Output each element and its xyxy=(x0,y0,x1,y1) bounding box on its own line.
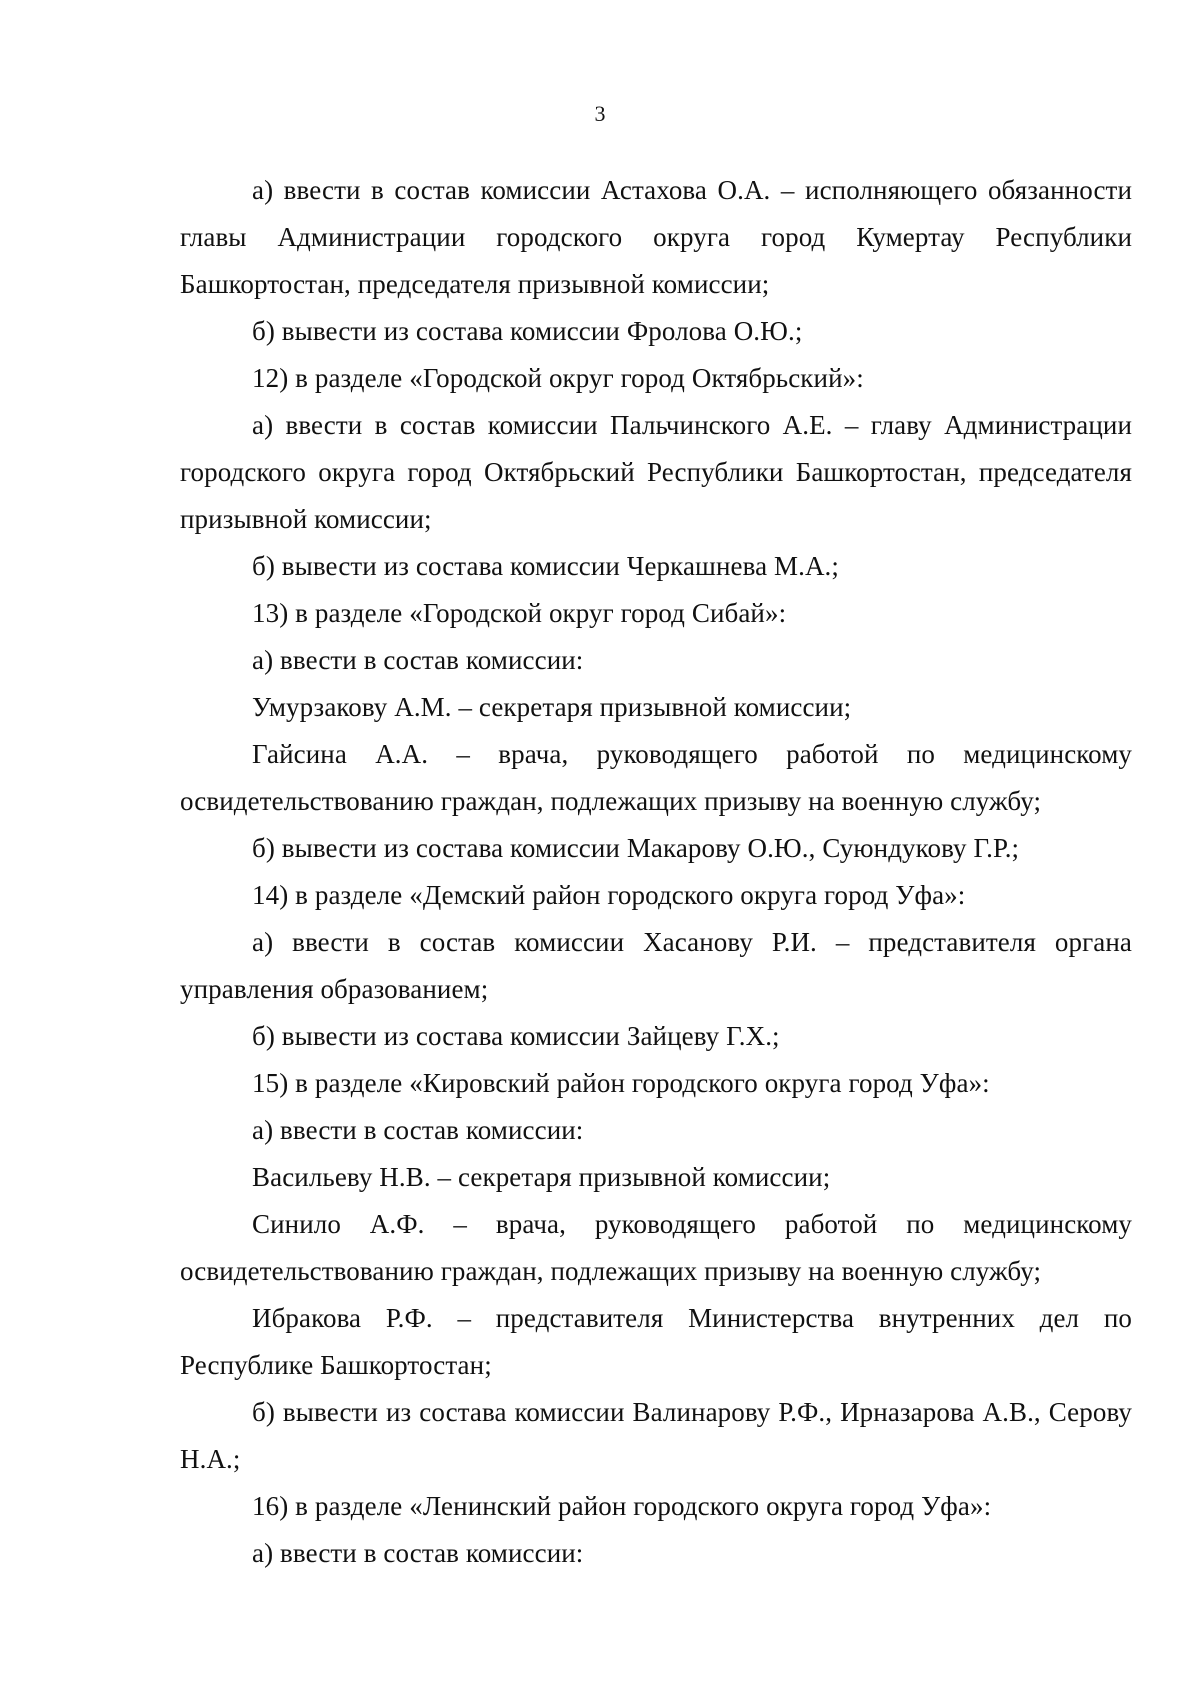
paragraph-kirovsky-doctor: Синило А.Ф. – врача, руководящего работой по медицинскому освидетельствованию граждан, подлежащих призыву на военную службу; xyxy=(180,1209,1132,1286)
paragraph-oktyabrsky-remove: б) вывести из состава комиссии Черкашнева М.А.; xyxy=(252,551,840,581)
paragraph-section-16: 16) в разделе «Ленинский район городского округа город Уфа»: xyxy=(252,1491,992,1521)
paragraph-kumertau-remove: б) вывести из состава комиссии Фролова О.Ю.; xyxy=(252,316,803,346)
paragraph-kirovsky-mvd: Ибракова Р.Ф. – представителя Министерства внутренних дел по Республике Башкортостан; xyxy=(180,1303,1132,1380)
paragraph-sibay-doctor: Гайсина А.А. – врача, руководящего работой по медицинскому освидетельствованию граждан, подлежащих призыву на военную службу; xyxy=(180,739,1132,816)
paragraph-section-12: 12) в разделе «Городской округ город Октябрьский»: xyxy=(252,363,864,393)
paragraph-sibay-secretary: Умурзакову А.М. – секретаря призывной комиссии; xyxy=(252,692,852,722)
paragraph-demsky-add: а) ввести в состав комиссии Хасанову Р.И. – представителя органа управления образованием; xyxy=(180,927,1132,1004)
paragraph-oktyabrsky-add: а) ввести в состав комиссии Пальчинского А.Е. – главу Администрации городского округа город Октябрьский Республики Башкортостан, председателя призывной комиссии; xyxy=(180,410,1132,534)
page-number: 3 xyxy=(594,101,606,126)
paragraph-kirovsky-secretary: Васильеву Н.В. – секретаря призывной комиссии; xyxy=(252,1162,831,1192)
paragraph-sibay-remove: б) вывести из состава комиссии Макарову О.Ю., Суюндукову Г.Р.; xyxy=(252,833,1020,863)
paragraph-section-14: 14) в разделе «Демский район городского округа город Уфа»: xyxy=(252,880,966,910)
document-body xyxy=(180,167,1132,1577)
paragraph-kumertau-add: а) ввести в состав комиссии Астахова О.А. – исполняющего обязанности главы Администрации городского округа город Кумертау Республики Башкортостан, председателя призывной комиссии; xyxy=(180,175,1132,299)
paragraph-kirovsky-add: а) ввести в состав комиссии: xyxy=(252,1115,584,1145)
paragraph-kirovsky-remove: б) вывести из состава комиссии Валинарову Р.Ф., Ирназарова А.В., Серову Н.А.; xyxy=(180,1397,1132,1474)
paragraph-sibay-add: а) ввести в состав комиссии: xyxy=(252,645,584,675)
paragraph-leninsky-add: а) ввести в состав комиссии: xyxy=(252,1538,584,1568)
paragraph-section-15: 15) в разделе «Кировский район городского округа город Уфа»: xyxy=(252,1068,990,1098)
paragraph-section-13: 13) в разделе «Городской округ город Сибай»: xyxy=(252,598,787,628)
paragraph-demsky-remove: б) вывести из состава комиссии Зайцеву Г.Х.; xyxy=(252,1021,780,1051)
